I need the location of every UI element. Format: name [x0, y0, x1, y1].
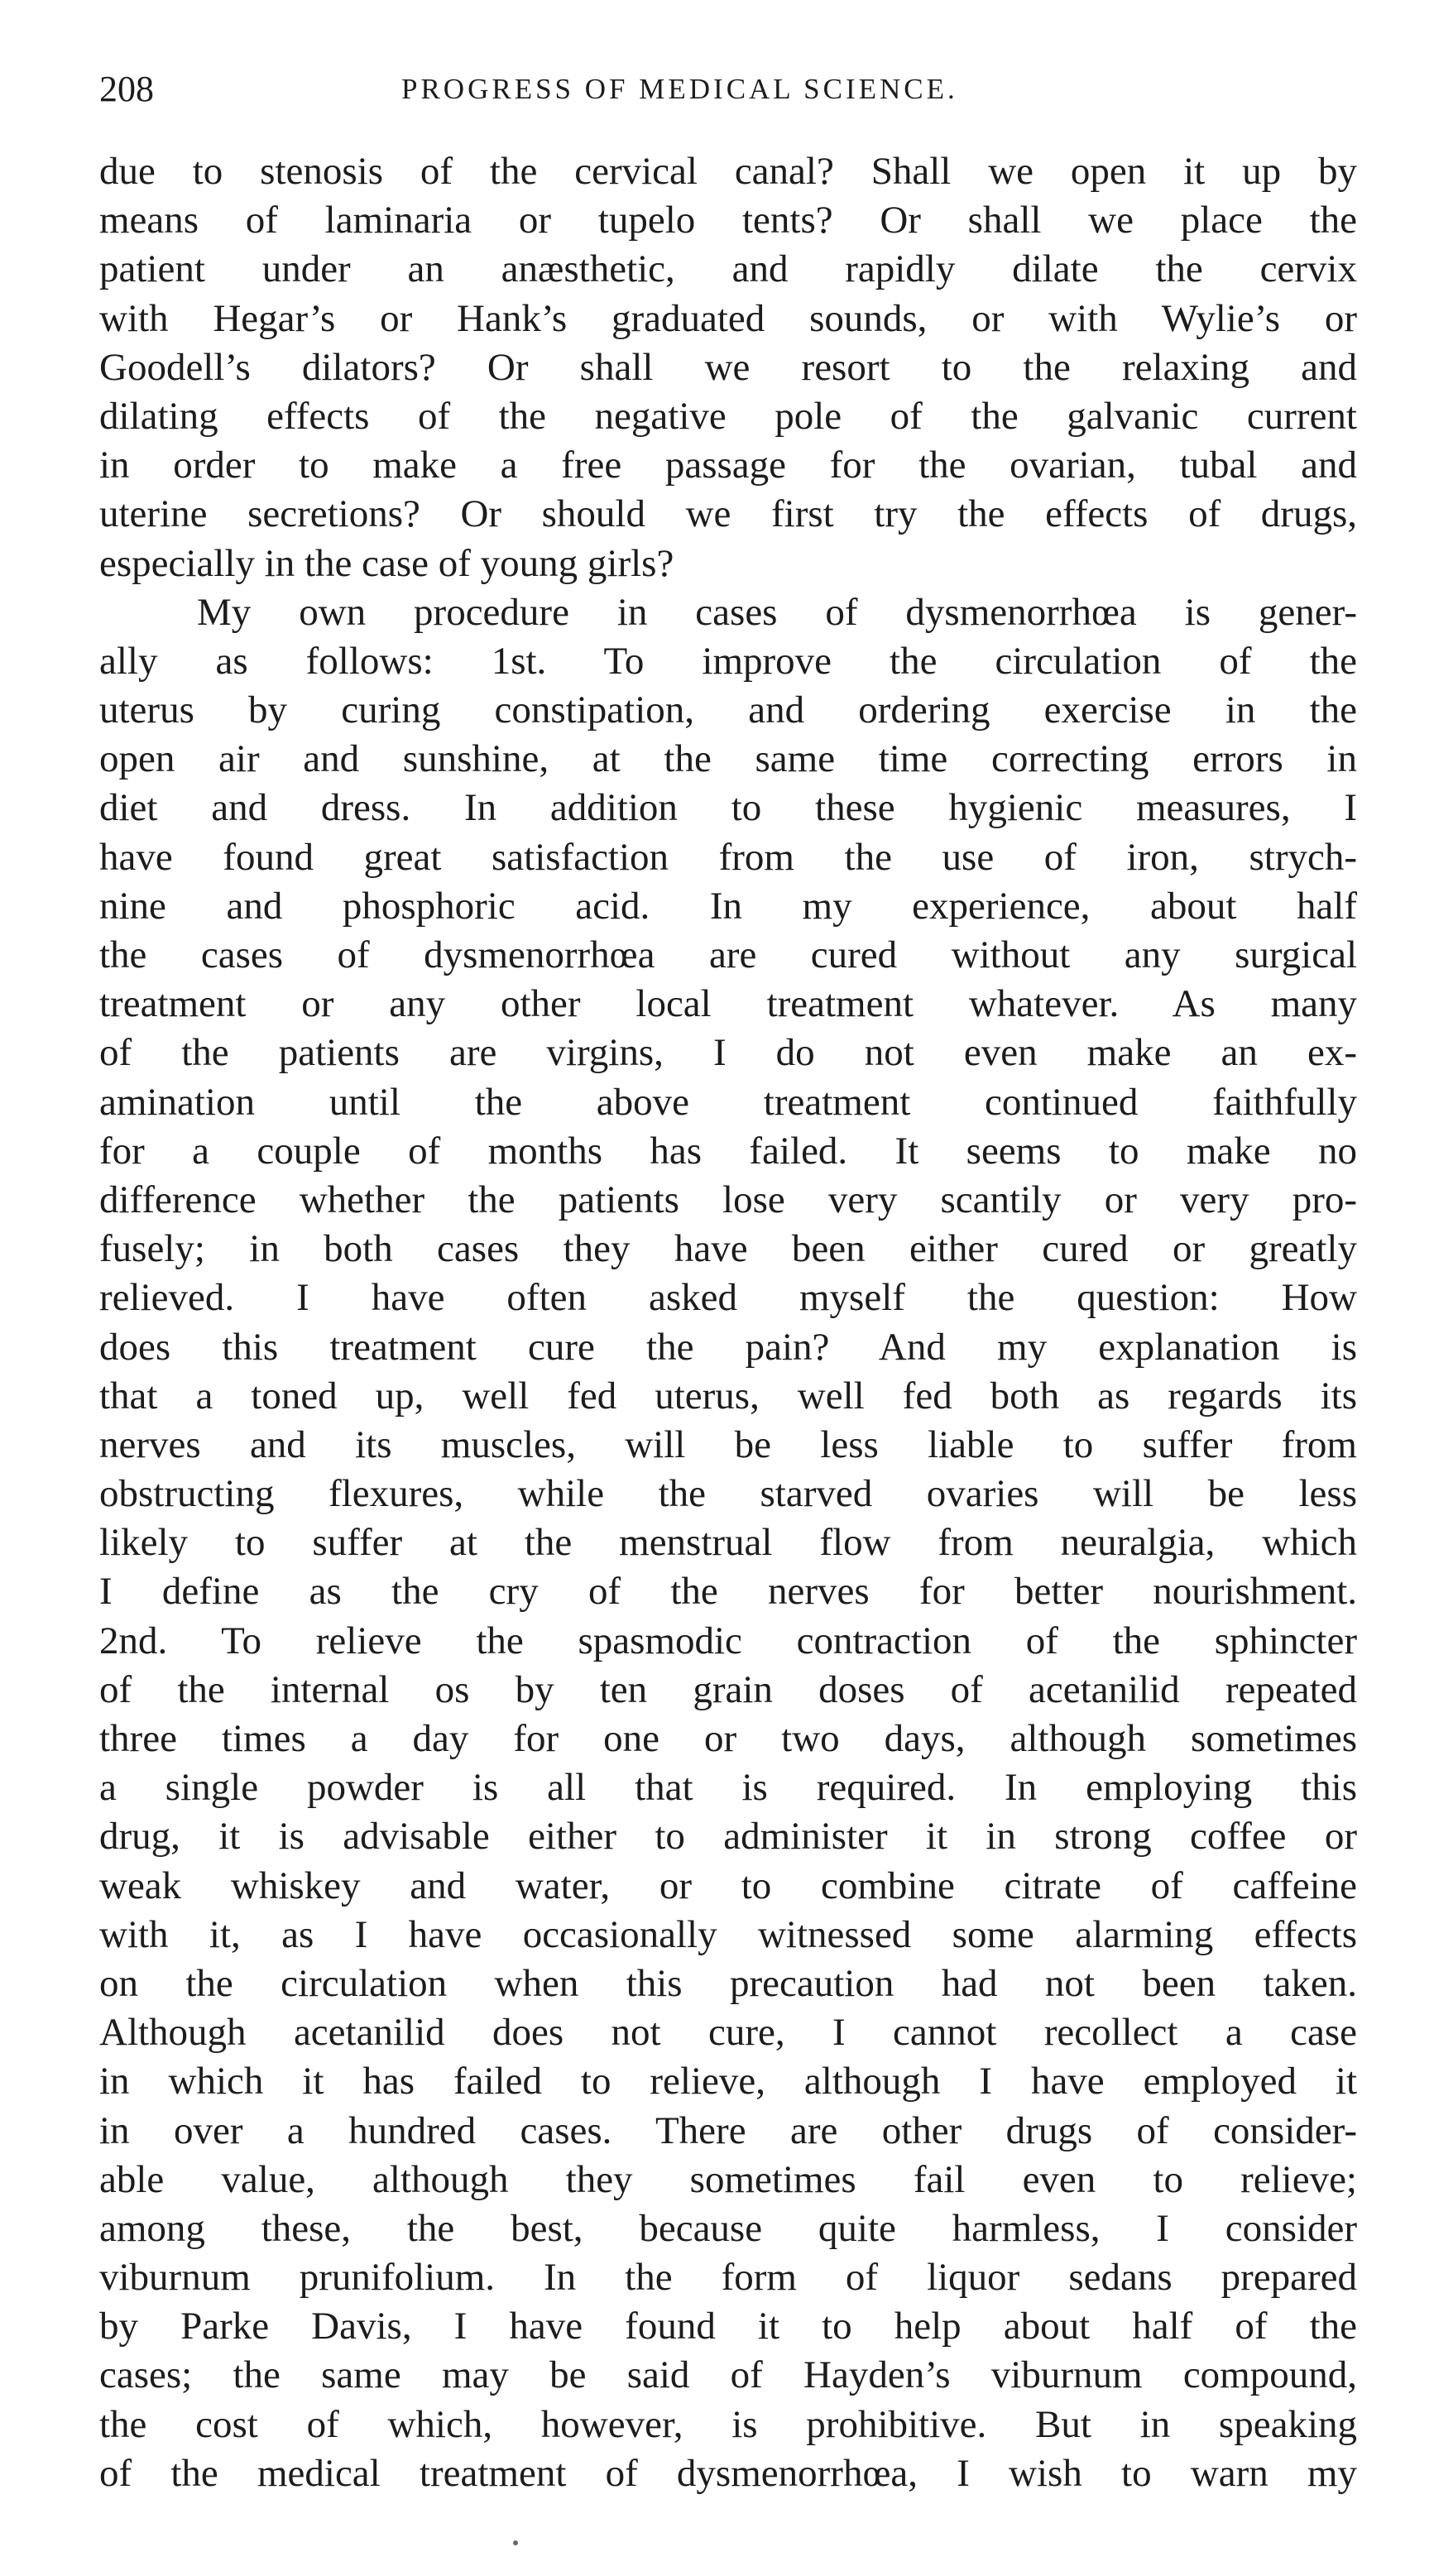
text-line: three times a day for one or two days, although sometimes	[99, 1717, 1357, 1760]
text-line: for a couple of months has failed. It seems to make no	[99, 1129, 1357, 1173]
text-line: due to stenosis of the cervical canal? Shall we open it up by	[99, 150, 1357, 193]
text-line: the cost of which, however, is prohibitive. But in speaking	[99, 2402, 1357, 2446]
text-line: a single powder is all that is required. In employing this	[99, 1766, 1357, 1810]
text-line: drug, it is advisable either to administer it in strong coffee or	[99, 1815, 1357, 1859]
text-line: means of laminaria or tupelo tents? Or shall we place the	[99, 199, 1357, 242]
text-line: does this treatment cure the pain? And my explanation is	[99, 1325, 1357, 1369]
text-line: uterus by curing constipation, and ordering exercise in the	[99, 688, 1357, 732]
text-line: Although acetanilid does not cure, I cannot recollect a case	[99, 2011, 1357, 2055]
text-line: on the circulation when this precaution had not been taken.	[99, 1961, 1357, 2005]
text-line: difference whether the patients lose very scantily or very pro-	[99, 1178, 1357, 1221]
running-head	[99, 65, 1357, 114]
text-line: with Hegar’s or Hank’s graduated sounds, or with Wylie’s or	[99, 296, 1357, 340]
text-line: 2nd. To relieve the spasmodic contraction of the sphincter	[99, 1619, 1357, 1662]
paragraph-end-line: especially in the case of young girls?	[99, 541, 674, 585]
text-line: treatment or any other local treatment whatever. As many	[99, 982, 1357, 1026]
text-line: with it, as I have occasionally witnessed some alarming effects	[99, 1912, 1357, 1956]
text-line: in over a hundred cases. There are other drugs of consider-	[99, 2108, 1357, 2152]
text-line: nerves and its muscles, will be less liable to suffer from	[99, 1422, 1357, 1466]
text-line: the cases of dysmenorrhœa are cured without any surgical	[99, 933, 1357, 976]
text-line: viburnum prunifolium. In the form of liquor sedans prepared	[99, 2256, 1357, 2300]
text-line: of the medical treatment of dysmenorrhœa, I wish to warn my	[99, 2451, 1357, 2495]
text-line: dilating effects of the negative pole of the galvanic current	[99, 394, 1357, 438]
text-line: uterine secretions? Or should we first try the effects of drugs,	[99, 492, 1357, 536]
page-number: 208	[99, 69, 154, 109]
text-line: by Parke Davis, I have found it to help about half of the	[99, 2305, 1357, 2348]
text-line: in order to make a free passage for the ovarian, tubal and	[99, 444, 1357, 487]
print-mark	[513, 2540, 518, 2545]
text-line: cases; the same may be said of Hayden’s viburnum compound,	[99, 2353, 1357, 2397]
text-line: of the internal os by ten grain doses of acetanilid repeated	[99, 1667, 1357, 1711]
text-line: obstructing flexures, while the starved ovaries will be less	[99, 1472, 1357, 1516]
text-line: Goodell’s dilators? Or shall we resort to the relaxing and	[99, 345, 1357, 389]
text-line: in which it has failed to relieve, although I have employed it	[99, 2060, 1357, 2103]
text-line: that a toned up, well fed uterus, well fed both as regards its	[99, 1374, 1357, 1418]
text-line: likely to suffer at the menstrual flow from neuralgia, which	[99, 1521, 1357, 1565]
running-title: PROGRESS OF MEDICAL SCIENCE.	[401, 73, 958, 105]
text-line: I define as the cry of the nerves for better nourishment.	[99, 1570, 1357, 1614]
text-line: fusely; in both cases they have been either cured or greatly	[99, 1227, 1357, 1271]
text-line: among these, the best, because quite harmless, I consider	[99, 2206, 1357, 2250]
text-line: patient under an anæsthetic, and rapidly dilate the cervix	[99, 247, 1357, 291]
text-line: nine and phosphoric acid. In my experience, about half	[99, 884, 1357, 928]
paragraph-start-line: My own procedure in cases of dysmenorrhœa is gener-	[197, 590, 1357, 634]
text-line: amination until the above treatment continued faithfully	[99, 1080, 1357, 1124]
text-line: of the patients are virgins, I do not even make an ex-	[99, 1031, 1357, 1075]
text-line: ally as follows: 1st. To improve the circulation of the	[99, 639, 1357, 683]
text-line: have found great satisfaction from the use of iron, strych-	[99, 835, 1357, 879]
text-line: diet and dress. In addition to these hygienic measures, I	[99, 786, 1357, 830]
text-line: relieved. I have often asked myself the question: How	[99, 1276, 1357, 1320]
text-line: weak whiskey and water, or to combine citrate of caffeine	[99, 1864, 1357, 1907]
text-line: able value, although they sometimes fail even to relieve;	[99, 2157, 1357, 2201]
text-line: open air and sunshine, at the same time correcting errors in	[99, 737, 1357, 781]
body-text	[99, 147, 1357, 2498]
